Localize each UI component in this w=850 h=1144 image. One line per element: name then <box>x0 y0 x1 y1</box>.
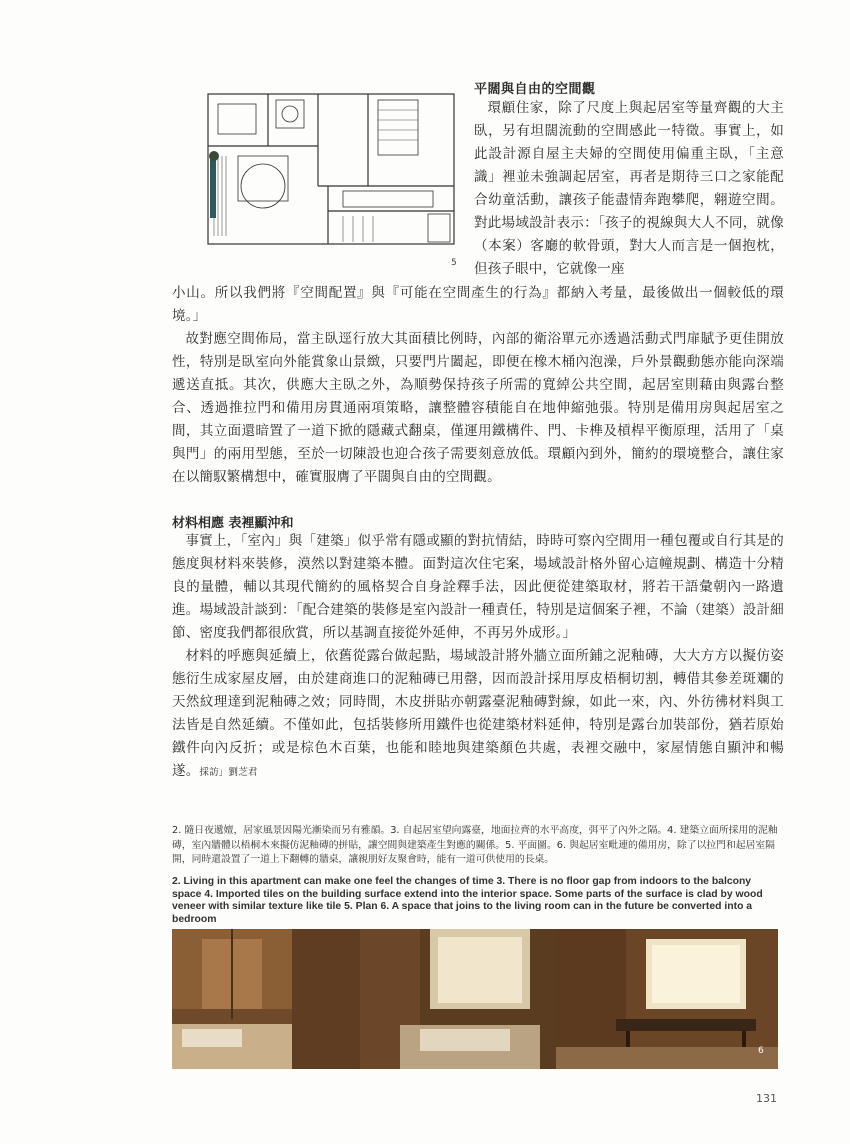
caption-english: 2. Living in this apartment can make one feel the changes of time 3. There is no floor gap from indoors to the balcony space 4. Imported tiles on the building surface extend into the interior space. Some parts of the surface is clad by wood veneer with similar texture like tile 5. Plan 6. A space that joins to the living room can in the future be converted into a bedroom <box>172 876 763 925</box>
materials-paragraph-2-text: 材料的呼應與延續上，依舊從露台做起點，場域設計將外牆立面所鋪之泥釉磚，大大方方以擬仿姿態衍生成家屋皮層，由於建商進口的泥釉磚已用罄，因而設計採用厚皮梧桐切割，轉借其參差斑斕的天然紋理達到泥釉磚之效；同時間，木皮拼貼亦朝露臺泥釉磚對線，如此一來，內、外彷彿材料與工法皆是自然延續。不僅如此，包括裝修所用鐵件也從建築材料延伸，特別是露台加裝部份，猶若原始鐵件向內反折；或是棕色木百葉，也能和睦地與建築顏色共處，表裡交融中，家屋情態自顯沖和暢遂。 <box>172 648 784 779</box>
section-heading-materials: 材料相應 表裡顯沖和 <box>172 516 294 531</box>
photo-figure-number: 6 <box>758 1046 764 1056</box>
materials-paragraph-2 <box>172 645 784 784</box>
materials-paragraph-1: 事實上，「室內」與「建築」似乎常有隱或顯的對抗情結，時時可察內空間用一種包覆或自行其是的態度與材料來裝修，漠然以對建築本體。面對這次住宅案，場域設計格外留心這幢規劃、構造十分精良的量體，輔以其現代簡約的風格契合自身詮釋手法，因此便從建築取材，將若干語彙朝內一路遺進。場域設計談到：「配合建築的裝修是室內設計一種責任，特別是這個案子裡，不論（建築）設計細節、密度我們都很欣賞，所以基調直接從外延伸，不再另外成形。」 <box>172 533 784 641</box>
floor-plan-drawing <box>178 86 460 264</box>
photo-spare-room <box>556 929 778 1069</box>
layout-paragraph: 故對應空間佈局，當主臥逕行放大其面積比例時，內部的衛浴單元亦透過活動式門扉賦予更佳開放性，特別是臥室向外能賞象山景緻，只要門片闔起，即便在橡木桶內泡澡，戶外景觀動態亦能向深端遞送直抵。其次，供應大主臥之外，為順勢保持孩子所需的寬綽公共空間，起居室則藉由與露台整合、透過推拉門和備用房貫通兩項策略，讓整體容積能自在地伸縮弛張。特別是備用房與起居室之間，其立面還暗置了一道下掀的隱藏式翻桌，僅運用鐵構件、門、卡榫及槓桿平衡原理，活用了「桌與門」的兩用型態，至於一切陳設也迎合孩子需要刻意放低。環顧內到外，簡約的環境整合，讓住家在以簡馭繁構想中，確實服膺了平闊與自由的空間觀。 <box>172 331 784 485</box>
section-intro-paragraph: 環顧住家，除了尺度上與起居室等量齊觀的大主臥，另有坦闊流動的空間感此一特徵。事實上，如此設計源自屋主夫婦的空間使用偏重主臥，「主意識」裡並未強調起居室，再者是期待三口之家能配合幼童活動，讓孩子能盡情奔跑攀爬，翱遊空間。對此場域設計表示：「孩子的視線與大人不同，就像（本案）客廳的軟骨頭，對大人而言是一個抱枕，但孩子眼中，它就像一座 <box>474 100 784 277</box>
plan-figure-number: 5 <box>451 258 457 268</box>
section2-body <box>172 530 784 784</box>
author-byline: 採訪」劉芝君 <box>199 767 258 778</box>
intro-continuation: 小山。所以我們將『空間配置』與『可能在空間產生的行為』都納入考量，最後做出一個較低的環境。」 <box>172 285 784 324</box>
section-heading-space: 平闊與自由的空間觀 <box>474 82 596 97</box>
photo-bedroom-1 <box>172 929 360 1069</box>
section1-body <box>172 282 784 489</box>
floor-plan <box>178 86 460 264</box>
caption-chinese: 2. 隨日夜遞嬗，居家風景因陽光漸染而另有雅韻。3. 自起居室望向露臺，地面拉齊的水平高度，弭平了內外之隔。4. 建築立面所採用的泥釉磚，室內牆體以梧桐木來擬仿泥釉磚的拼貼，讓空間與建築產生對應的關係。5. 平面圖。6. 與起居室毗連的備用房，除了以拉門和起居室隔開，同時還設置了一道上下翻轉的牆桌，讓親朋好友聚會時，能有一道可供使用的長桌。 <box>172 825 778 865</box>
photo-bedroom-2 <box>360 929 556 1069</box>
page-number: 131 <box>756 1092 777 1105</box>
